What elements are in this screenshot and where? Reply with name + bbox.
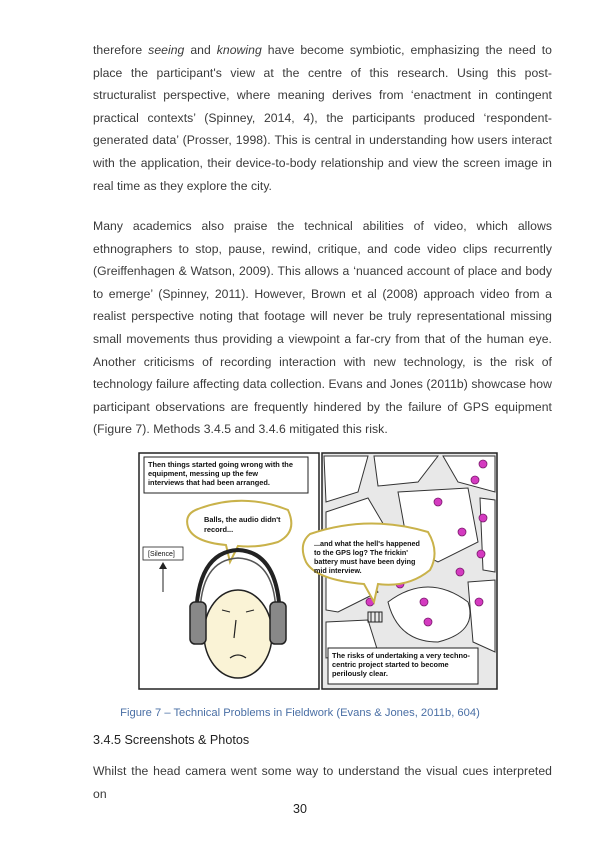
bubble2-line-1: ...and what the hell's happened xyxy=(314,539,420,548)
box2-line-3: perilously clear. xyxy=(332,669,388,678)
bubble2-line-2: to the GPS log? The frickin' xyxy=(314,548,408,557)
figure-caption: Figure 7 – Technical Problems in Fieldwork (Evans & Jones, 2011b, 604) xyxy=(120,707,480,719)
bubble1-line-1: Balls, the audio didn't xyxy=(204,515,281,524)
silence-label: [Silence] xyxy=(148,551,175,558)
box1-line-2: equipment, messing up the few xyxy=(148,469,259,478)
p1-emphasis-knowing: knowing xyxy=(216,43,262,57)
paragraph-3: Whilst the head camera went some way to understand the visual cues interpreted on xyxy=(93,764,552,801)
box2-line-2: centric project started to become xyxy=(332,660,449,669)
box2-line-1: The risks of undertaking a very techno- xyxy=(332,651,470,660)
section-heading: 3.4.5 Screenshots & Photos xyxy=(93,733,250,747)
p1-emphasis-seeing: seeing xyxy=(148,43,185,57)
comic-left-panel xyxy=(139,453,319,689)
bubble2-line-3: battery must have been dying xyxy=(314,557,416,566)
paragraph-2: Many academics also praise the technical abilities of video, which allows ethnographers to stop, pause, rewind, critique, and code video clips recurrently (Greiffenhagen & Watson, 2009). This allows a ‘nuanced account of place and body to emerge’ (Spinney, 2011). However, Brown et al (2008) approach video from a realist perspective noting that footage will never be truly representational missing small movements thus providing a viewpoint a far-cry from that of the human eye. Another criticisms of recording interaction with new technology, is the risk of technology failure affecting data collection. Evans and Jones (2011b) showcase how participant observations are frequently hindered by the failure of GPS equipment (Figure 7). Methods 3.4.5 and 3.4.6 mitigated this risk. xyxy=(93,219,552,437)
bubble2-line-4: mid interview. xyxy=(314,566,362,575)
page-number: 30 xyxy=(293,802,307,816)
box1-line-3: interviews that had been arranged. xyxy=(148,478,270,487)
p1-rest: have become symbiotic, emphasizing the need to place the participant's view at the centre of this research. Using this post-structuralist perspective, where meaning derives from ‘enactment in contingent practical contexts’ (Spinney, 2014, 4), the participants produced ‘respondent-generated data’ (Prosser, 1998). This is central in understanding how users interact with the application, their device-to-body relationship and view the screen image in real time as they explore the city. xyxy=(93,43,552,193)
p1-lead: therefore xyxy=(93,43,149,57)
paragraph-1 xyxy=(93,39,552,197)
box1-line-1: Then things started going wrong with the xyxy=(148,460,293,469)
comic-figure xyxy=(138,452,498,690)
bubble1-line-2: record... xyxy=(204,525,234,534)
p1-mid: and xyxy=(184,43,217,57)
